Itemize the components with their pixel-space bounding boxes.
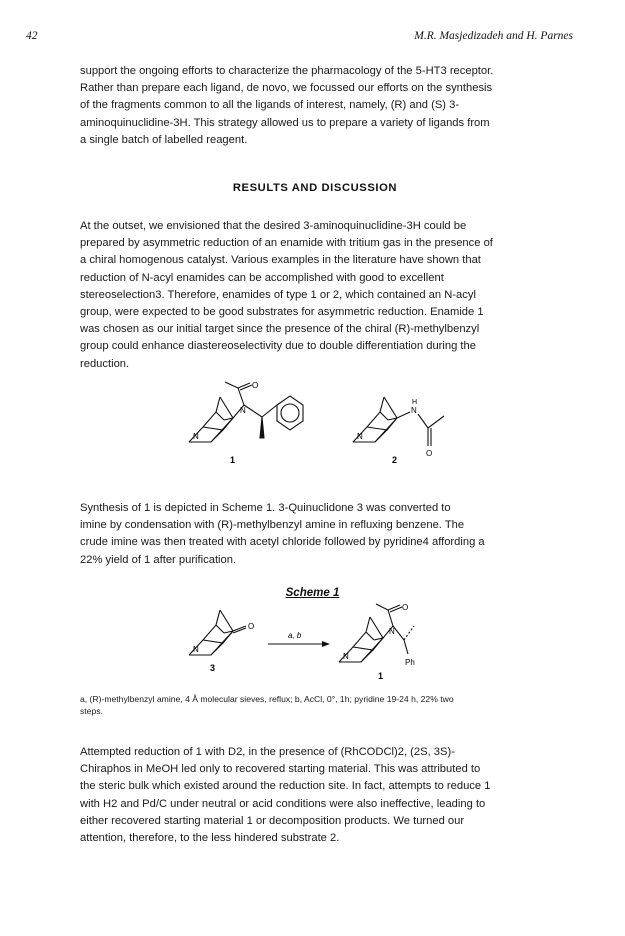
text-line: either recovered starting material 1 or decomposition products. We turned our	[80, 814, 465, 827]
text-line: imine by condensation with (R)-methylbenzyl amine in refluxing benzene. The	[80, 519, 465, 532]
reagents-label: a, b	[288, 631, 302, 640]
text-line: of the fragments common to all the ligands of interest, namely, (R) and (S) 3-	[80, 99, 460, 112]
atom-h-label: H	[412, 399, 418, 406]
paragraph-synthesis	[80, 500, 550, 569]
text-line: group, were expected to be good substrates for asymmetric reduction. Enamide 1	[80, 306, 484, 319]
atom-n-label: N	[411, 406, 417, 415]
scheme-caption	[80, 693, 550, 717]
atom-n-label: N	[193, 432, 199, 441]
atom-o-label: O	[248, 622, 255, 631]
structures-figure	[0, 380, 625, 470]
atom-n-label: N	[389, 627, 395, 636]
atom-o-label: O	[426, 449, 433, 458]
text-line: stereoselection3. Therefore, enamides of type 1 or 2, which contained an N-acyl	[80, 288, 476, 301]
atom-n-label: N	[357, 432, 363, 441]
section-heading: RESULTS AND DISCUSSION	[232, 182, 398, 194]
scheme-title: Scheme 1	[285, 587, 340, 599]
product-label: 1	[378, 671, 384, 681]
caption-line: a, (R)-methylbenzyl amine, 4 Å molecular sieves, reflux; b, AcCl, 0°, 1h; pyridine 19-24 h, 22% two	[80, 694, 454, 704]
atom-n-label: N	[343, 652, 349, 661]
paragraph-outset	[80, 218, 550, 373]
text-line: was chosen as our initial target since the presence of the chiral (R)-methylbenzyl	[80, 323, 480, 336]
text-line: group could enhance diastereoselectivity due to double differentiation during the	[80, 340, 476, 353]
reaction-arrowhead	[322, 641, 330, 647]
text-line: a single batch of labelled reagent.	[80, 133, 248, 146]
text-line: Attempted reduction of 1 with D2, in the presence of (RhCODCl)2, (2S, 3S)-	[80, 746, 455, 758]
scheme-1-figure	[0, 600, 625, 685]
compound-1-structure	[189, 382, 303, 442]
atom-n-label: N	[193, 645, 199, 654]
text-line: Synthesis of 1 is depicted in Scheme 1. 3-Quinuclidone 3 was converted to	[80, 502, 451, 514]
phenyl-label: Ph	[405, 658, 415, 667]
caption-line: steps.	[80, 706, 103, 716]
text-line: support the ongoing efforts to characterize the pharmacology of the 5-HT3 receptor.	[80, 65, 494, 77]
running-authors: M.R. Masjedizadeh and H. Parnes	[414, 30, 573, 42]
text-line: the steric bulk which existed around the reduction site. In fact, attempts to reduce 1	[80, 780, 491, 793]
text-line: prepared by asymmetric reduction of an enamide with tritium gas in the presence of	[80, 237, 493, 250]
text-line: aminoquinuclidine-3H. This strategy allowed us to prepare a variety of ligands from	[80, 116, 490, 129]
paragraph-reduction	[80, 744, 550, 847]
text-line: At the outset, we envisioned that the desired 3-aminoquinuclidine-3H could be	[80, 220, 467, 232]
compound-1-label: 1	[230, 455, 236, 465]
text-line: 22% yield of 1 after purification.	[80, 553, 237, 566]
page-number: 42	[26, 30, 38, 42]
compound-2-structure	[353, 397, 444, 446]
compound-3-label: 3	[210, 663, 216, 673]
compound-2-label: 2	[392, 455, 398, 465]
text-line: a chiral homogenous catalyst. Various examples in the literature have shown that	[80, 254, 481, 267]
atom-o-label: O	[252, 381, 259, 390]
text-line: reduction.	[80, 357, 130, 370]
running-header	[26, 30, 573, 46]
text-line: attention, therefore, to the less hindered substrate 2.	[80, 832, 340, 845]
intro-paragraph	[80, 63, 550, 149]
text-line: reduction of N-acyl enamides can be accomplished with good to excellent	[80, 271, 444, 284]
text-line: crude imine was then treated with acetyl chloride followed by pyridine4 affording a	[80, 536, 485, 549]
atom-o-label: O	[402, 603, 409, 612]
text-line: Chiraphos in MeOH led only to recovered starting material. This was attributed to	[80, 763, 481, 776]
text-line: Rather than prepare each ligand, de novo, we focussed our efforts on the synthesis	[80, 82, 493, 95]
product-1-structure	[339, 604, 414, 662]
atom-n-label: N	[240, 406, 246, 415]
text-line: with H2 and Pd/C under neutral or acid conditions were also ineffective, leading to	[80, 797, 486, 810]
